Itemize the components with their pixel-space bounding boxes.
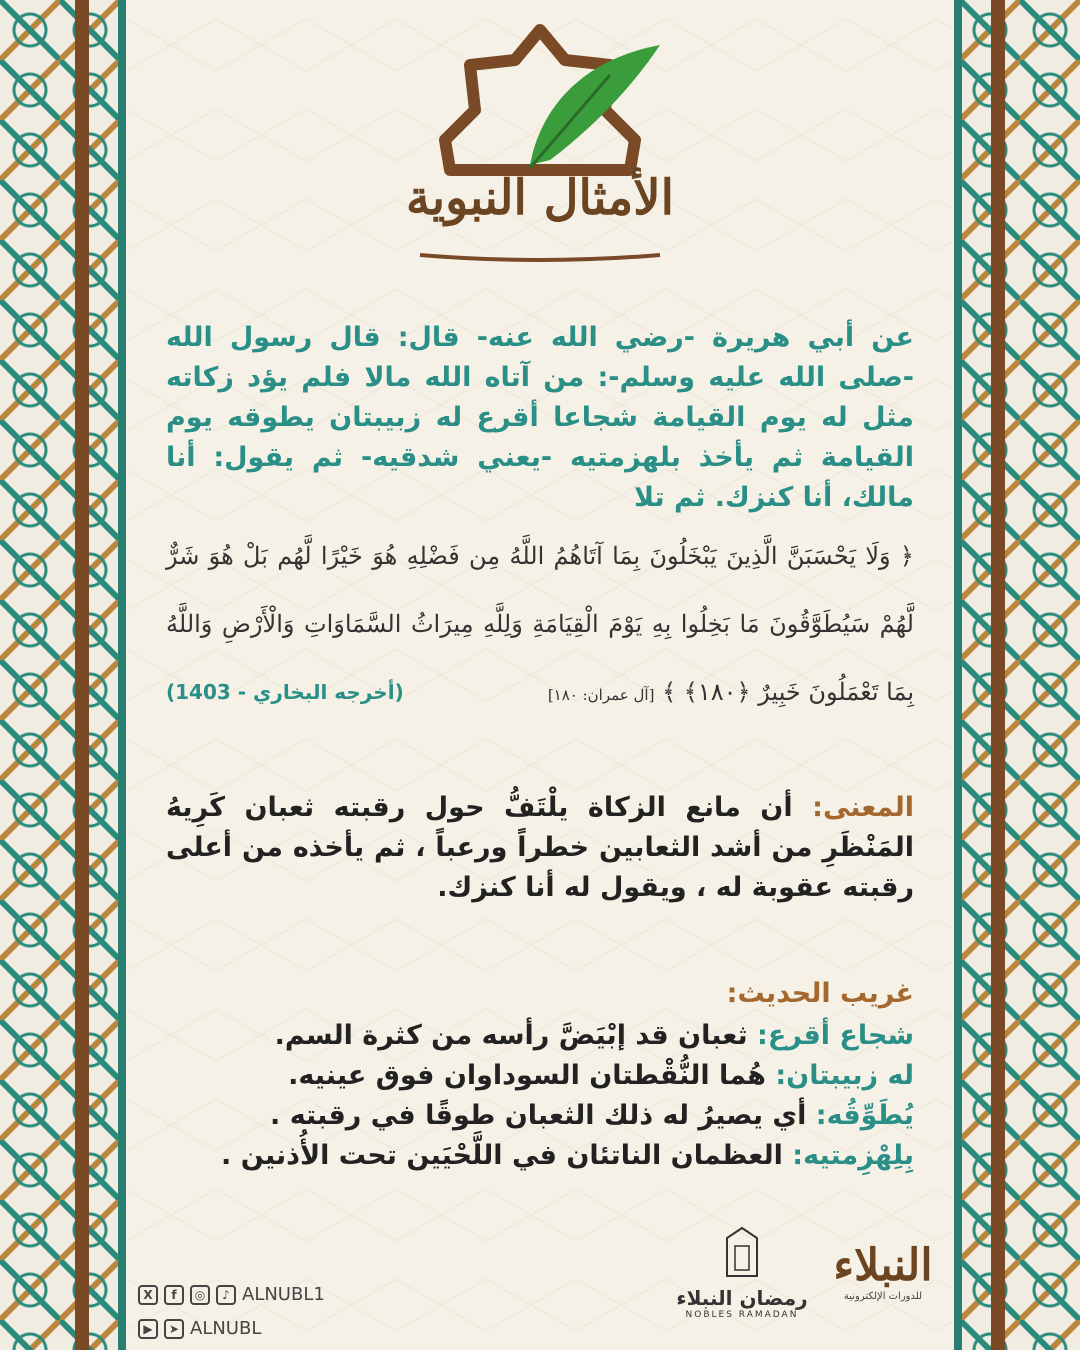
gharib-term: يُطَوِّقُه: [815, 1100, 914, 1131]
gharib-definition: أي يصيرُ له ذلك الثعبان طوقًا في رقبته . [270, 1100, 807, 1131]
right-teal-stripe [954, 0, 962, 1350]
gharib-definition: العظمان الناتئان في اللَّحْيَين تحت الأُذنين . [221, 1140, 783, 1171]
ramadan-title: رمضان النبلاء [676, 1286, 808, 1310]
lantern-icon [717, 1226, 767, 1282]
gharib-definition: هُما النُّقْطتان السوداوان فوق عينيه. [288, 1060, 766, 1091]
ramadan-logo [672, 1226, 812, 1320]
right-brown-stripe [991, 0, 1005, 1350]
left-teal-stripe [118, 0, 126, 1350]
gharib-definition: ثعبان قد إبْيَضَّ رأسه من كثرة السم. [274, 1020, 748, 1051]
left-ornament-border [0, 0, 120, 1350]
list-item [166, 1096, 914, 1136]
list-item [166, 1056, 914, 1096]
hadith-text: عن أبي هريرة -رضي الله عنه- قال: قال رسول الله -صلى الله عليه وسلم-: من آتاه الله مالا فلم يؤد زكاته مثل له يوم القيامة شجاعا أقرع له زبيبتان يطوقه يوم القيامة ثم يأخذ بلهزمتيه -يعني شدقيه- ثم يقول: أنا مالك، أنا كنزك. ثم تلا [166, 322, 914, 513]
instagram-icon[interactable]: ◎ [190, 1285, 210, 1305]
telegram-icon[interactable]: ➤ [164, 1319, 184, 1339]
youtube-icon[interactable]: ▶ [138, 1319, 158, 1339]
gharib-term: شجاع أقرع: [757, 1020, 914, 1051]
meaning-text: أن مانع الزكاة يلْتَفُّ حول رقبته ثعبان كَرِيهُ المَنْظَرِ من أشد الثعابين خطراً ورعباً ، ثم يأخذه من أعلى رقبته عقوبة له ، ويقول له أنا كنزك. [166, 792, 914, 903]
left-brown-stripe [75, 0, 89, 1350]
brand-name: النبلاء [833, 1240, 933, 1291]
quran-reference: [آل عمران: ١٨٠] [547, 686, 655, 704]
gharib-list [166, 1016, 914, 1176]
social-handle: ALNUBL1 [242, 1284, 325, 1305]
header-logo [380, 20, 700, 270]
dome-feather-icon [380, 20, 700, 270]
facebook-icon[interactable]: f [164, 1285, 184, 1305]
ramadan-latin: NOBLES RAMADAN [685, 1310, 799, 1320]
brand-logo [818, 1240, 948, 1302]
social-row-2 [138, 1318, 261, 1339]
list-item [166, 1016, 914, 1056]
quran-verse-text: ﴿ وَلَا يَحْسَبَنَّ الَّذِينَ يَبْخَلُونَ بِمَا آتَاهُمُ اللَّهُ مِن فَضْلِهِ هُوَ خَيْرًا لَّهُم بَلْ هُوَ شَرٌّ لَّهُمْ سَيُطَوَّقُونَ مَا بَخِلُوا بِهِ يَوْمَ الْقِيَامَةِ وَلِلَّهِ مِيرَاثُ السَّمَاوَاتِ وَالْأَرْضِ وَاللَّهُ بِمَا تَعْمَلُونَ خَبِيرٌ ﴿١٨٠﴾ ﴾ [166, 542, 914, 706]
meaning-section [166, 788, 914, 908]
social-row-1 [138, 1284, 325, 1305]
gharib-term: بِلِهْزِمتيه: [792, 1140, 914, 1171]
right-ornament-border [960, 0, 1080, 1350]
meaning-label: المعنى: [812, 792, 915, 823]
hadith-source: (أخرجه البخاري - 1403) [166, 680, 404, 704]
social-handle: ALNUBL [190, 1318, 262, 1339]
list-item [166, 1136, 914, 1176]
tiktok-icon[interactable]: ♪ [216, 1285, 236, 1305]
brand-subtitle: للدورات الإلكترونية [843, 1291, 923, 1302]
x-icon[interactable]: X [138, 1285, 158, 1305]
gharib-term: له زبيبتان: [775, 1060, 914, 1091]
gharib-heading: غريب الحديث: [726, 978, 914, 1009]
page-title: الأمثال النبوية [406, 170, 674, 226]
